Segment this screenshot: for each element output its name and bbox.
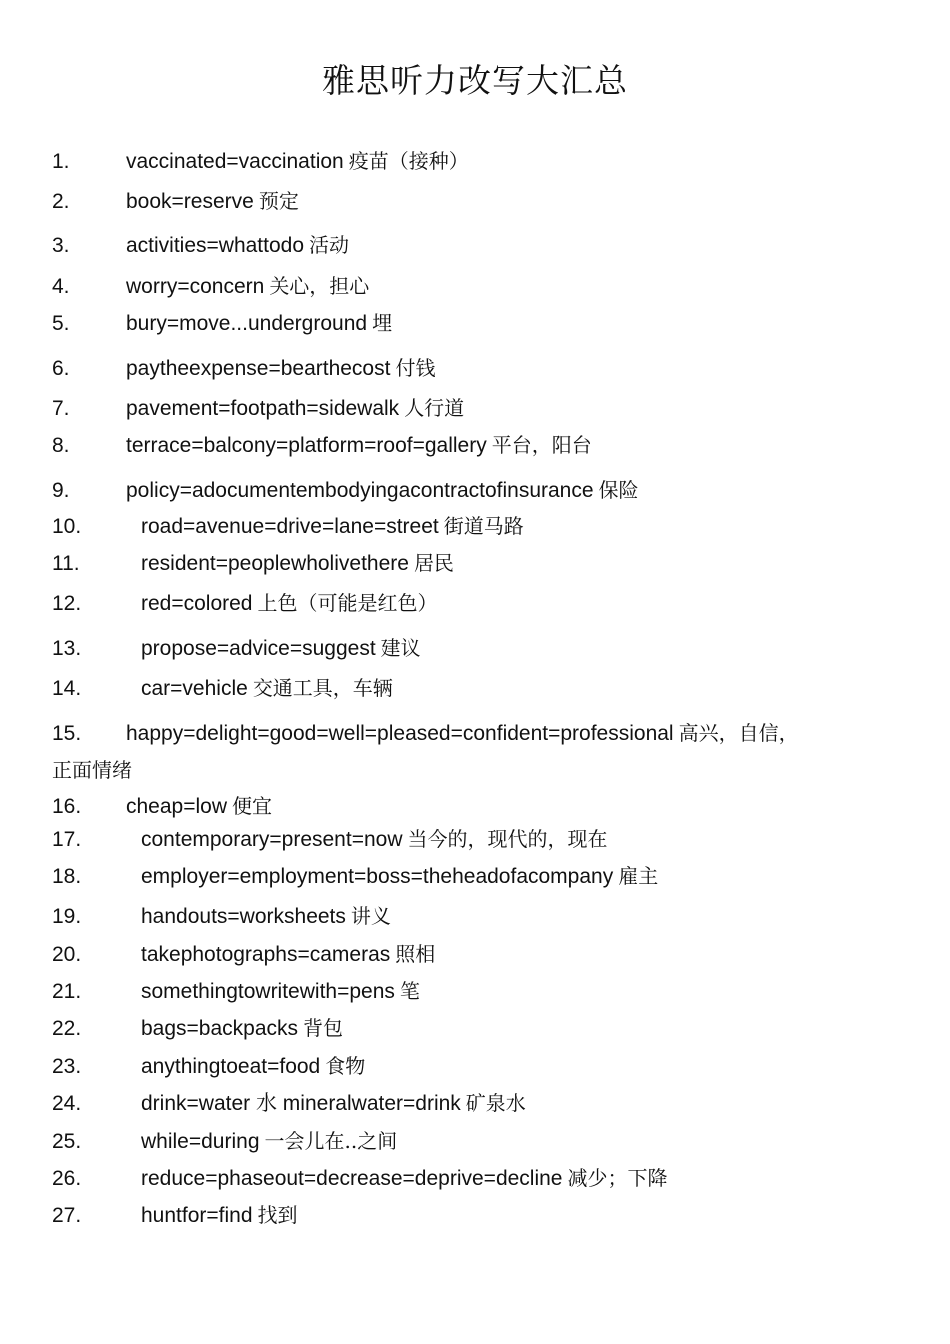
list-item: 11. resident=peoplewholivethere 居民 bbox=[52, 551, 454, 575]
list-item: 1. vaccinated=vaccination 疫苗（接种） bbox=[52, 149, 469, 173]
page-title: 雅思听力改写大汇总 bbox=[322, 61, 628, 100]
list-item: 15. happy=delight=good=well=pleased=confident=professional 高兴，自信， bbox=[52, 721, 799, 745]
list-item: 13. propose=advice=suggest 建议 bbox=[52, 636, 421, 660]
list-item: 16. cheap=low 便宜 bbox=[52, 794, 272, 818]
list-item: 24. drink=water 水 mineralwater=drink 矿泉水 bbox=[52, 1091, 526, 1115]
list-item: 12. red=colored 上色（可能是红色） bbox=[52, 591, 438, 615]
list-item: 6. paytheexpense=bearthecost 付钱 bbox=[52, 356, 436, 380]
list-item: 27. huntfor=find 找到 bbox=[52, 1203, 298, 1227]
list-item: 10. road=avenue=drive=lane=street 街道马路 bbox=[52, 514, 524, 538]
list-item: 9. policy=adocumentembodyingacontractofinsurance 保险 bbox=[52, 478, 639, 502]
list-item: 8. terrace=balcony=platform=roof=gallery 平台，阳台 bbox=[52, 433, 592, 457]
list-item: 3. activities=whattodo 活动 bbox=[52, 233, 350, 257]
list-item: 25. while=during 一会儿在..之间 bbox=[52, 1129, 398, 1153]
list-item: 7. pavement=footpath=sidewalk 人行道 bbox=[52, 396, 465, 420]
list-item: 21. somethingtowritewith=pens 笔 bbox=[52, 979, 420, 1003]
list-item: 26. reduce=phaseout=decrease=deprive=decline 减少；下降 bbox=[52, 1166, 668, 1190]
list-item: 5. bury=move...underground 埋 bbox=[52, 311, 393, 335]
list-item-continuation: 正面情绪 bbox=[52, 758, 132, 782]
list-item: 14. car=vehicle 交通工具，车辆 bbox=[52, 676, 393, 700]
list-item: 17. contemporary=present=now 当今的，现代的，现在 bbox=[52, 827, 608, 851]
list-item: 23. anythingtoeat=food 食物 bbox=[52, 1054, 366, 1078]
list-item: 18. employer=employment=boss=theheadofacompany 雇主 bbox=[52, 864, 659, 888]
list-item: 2. book=reserve 预定 bbox=[52, 189, 299, 213]
list-item: 19. handouts=worksheets 讲义 bbox=[52, 904, 391, 928]
list-item: 20. takephotographs=cameras 照相 bbox=[52, 942, 436, 966]
list-item: 22. bags=backpacks 背包 bbox=[52, 1016, 344, 1040]
list-item: 4. worry=concern 关心，担心 bbox=[52, 274, 370, 298]
